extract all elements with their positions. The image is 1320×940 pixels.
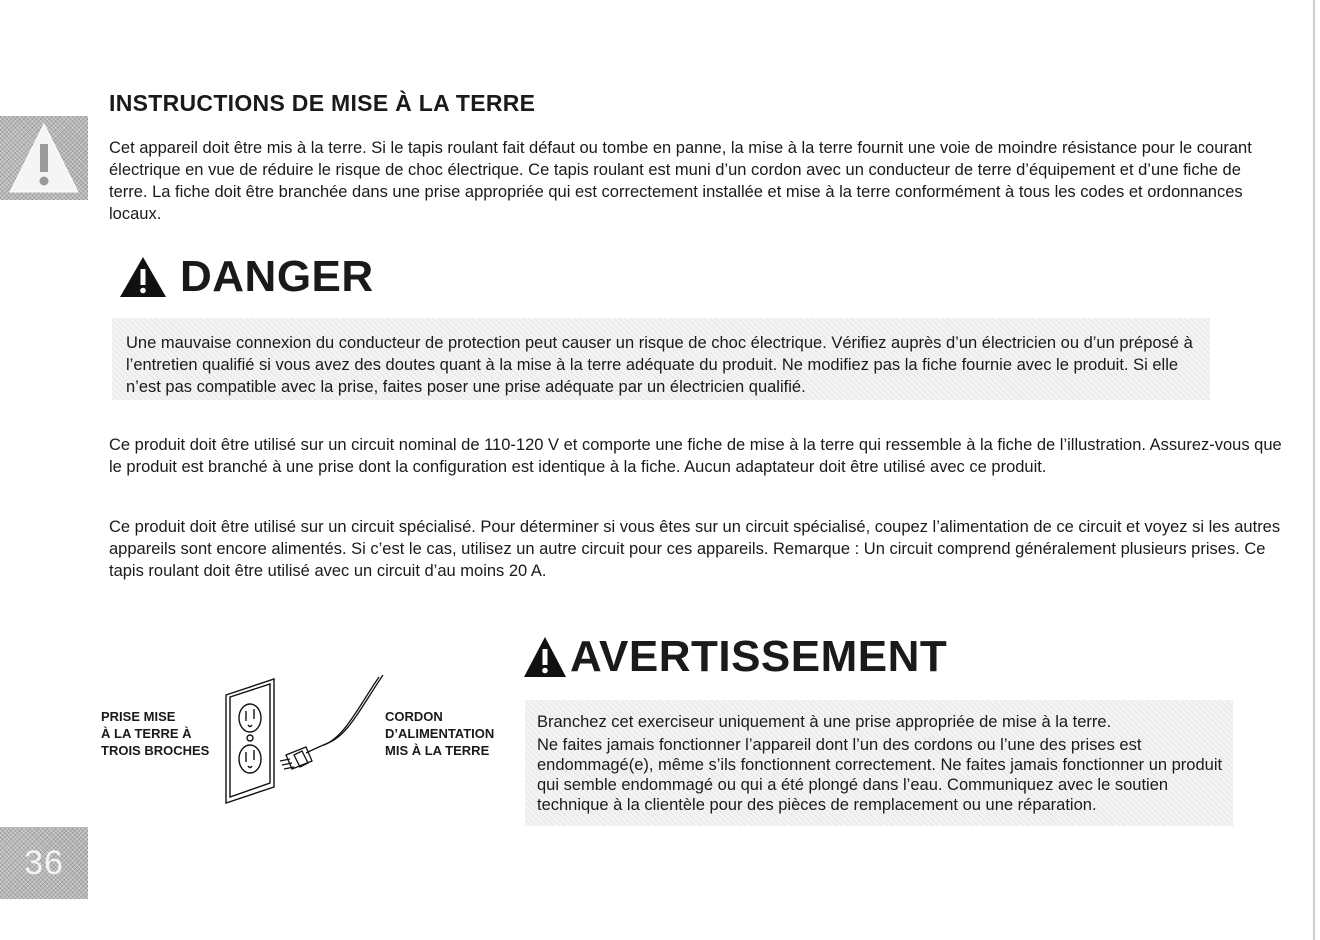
- section-heading: INSTRUCTIONS DE MISE À LA TERRE: [109, 90, 536, 116]
- warning-tab: [0, 116, 88, 200]
- warning-title: AVERTISSEMENT: [570, 632, 948, 681]
- page-edge: [1313, 0, 1315, 940]
- danger-text: Une mauvaise connexion du conducteur de protection peut causer un risque de choc électrique. Vérifiez auprès d’un électricien ou d’un préposé à l’entretien qualifié si vous avez des doutes quant à la mise à la terre adéquate du produit. Ne modifiez pas la fiche fournie avec le produit. Si elle n’est pas compatible avec la prise, faites poser une prise adéquate par un électricien qualifié.: [126, 334, 1193, 396]
- warning-icon: [522, 635, 568, 679]
- warning-line-2: Ne faites jamais fonctionner l’appareil dont l’un des cordons ou l’une des prises est endommagé(e), même s’ils fonctionnent correctement. Ne faites jamais fonctionner un produit qui semble endommagé ou qui a été plongé dans l’eau. Communiquez avec le soutien technique à la clientèle pour des pièces de remplacement ou une réparation.: [537, 736, 1223, 814]
- warning-line-1: Branchez cet exerciseur uniquement à une prise appropriée de mise à la terre.: [537, 713, 1112, 731]
- danger-box: [112, 318, 1210, 400]
- circuit-paragraph: Ce produit doit être utilisé sur un circuit nominal de 110-120 V et comporte une fiche de mise à la terre qui ressemble à la fiche de l’illustration. Assurez-vous que le produit est branché à une prise dont la configuration est identique à la fiche. Aucun adaptateur doit être utilisé avec ce produit.: [109, 436, 1282, 476]
- danger-header: [118, 252, 374, 302]
- page-number: 36: [24, 843, 64, 882]
- warning-box: [525, 700, 1233, 826]
- cord-label-line: MIS À LA TERRE: [385, 743, 490, 758]
- outlet-icon: [226, 679, 274, 803]
- warning-triangle-icon: [8, 120, 80, 196]
- cord-label-line: CORDON: [385, 709, 443, 724]
- cord-label: [385, 708, 494, 759]
- plug-cord-icon: [280, 675, 383, 769]
- grounded-outlet-illustration: [210, 675, 385, 810]
- warning-header: [522, 632, 947, 682]
- intro-paragraph: Cet appareil doit être mis à la terre. Si le tapis roulant fait défaut ou tombe en panne, la mise à la terre fournit une voie de moindre résistance pour le courant électrique en vue de réduire le risque de choc électrique. Ce tapis roulant est muni d’un cordon avec un conducteur de terre d’équipement et d’une fiche de terre. La fiche doit être branchée dans une prise appropriée qui est correctement installée et mise à la terre conformément à tous les codes et ordonnances locaux.: [109, 139, 1252, 223]
- danger-warning-icon: [118, 255, 168, 299]
- outlet-label-line: À LA TERRE À: [101, 726, 192, 741]
- outlet-label-line: TROIS BROCHES: [101, 743, 210, 758]
- dedicated-circuit-paragraph: Ce produit doit être utilisé sur un circuit spécialisé. Pour déterminer si vous êtes sur un circuit spécialisé, coupez l’alimentation de ce circuit et voyez si les autres appareils sont encore alimentés. Si c’est le cas, utilisez un autre circuit pour ces appareils. Remarque : Un circuit comprend généralement plusieurs prises. Ce tapis roulant doit être utilisé avec un circuit d’au moins 20 A.: [109, 518, 1281, 580]
- outlet-label-line: PRISE MISE: [101, 709, 176, 724]
- outlet-label: [101, 708, 209, 759]
- cord-label-line: D’ALIMENTATION: [385, 726, 495, 741]
- danger-title: DANGER: [180, 252, 374, 301]
- page-number-tab: [0, 827, 88, 899]
